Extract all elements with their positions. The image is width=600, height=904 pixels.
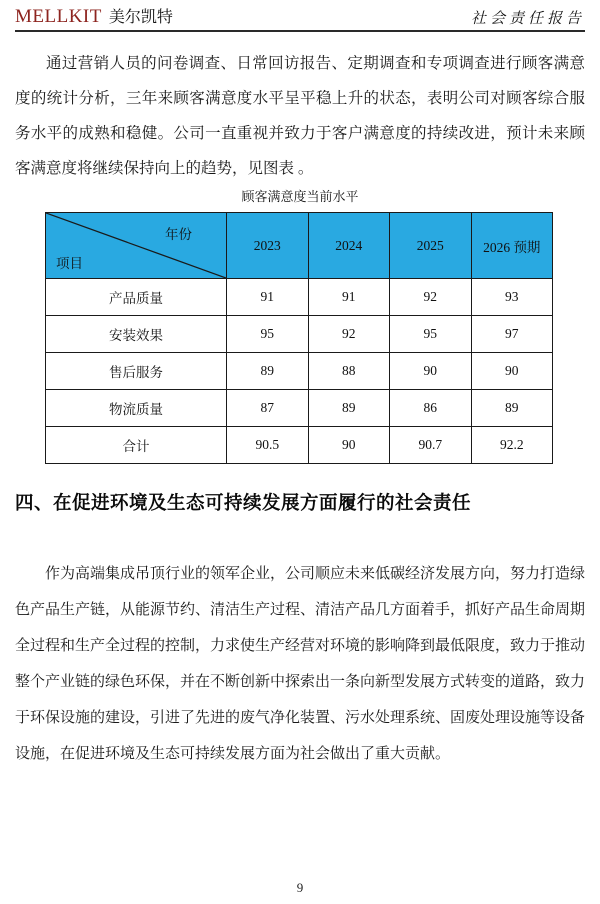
- table-row: [46, 316, 553, 353]
- paragraph-environment: 作为高端集成吊顶行业的领军企业，公司顺应未来低碳经济发展方向，努力打造绿色产品生产链，从能源节约、清洁生产过程、清洁产品几方面着手，抓好产品生命周期全过程和生产全过程的控制，力求使生产经营对环境的影响降到最低限度，致力于推动整个产业链的绿色环保，并在不断创新中探索出一条向新型发展方式转变的道路，致力于环保设施的建设，引进了先进的废气净化装置、污水处理系统、固废处理设施等设备设施，在促进环境及生态可持续发展方面为社会做出了重大贡献。: [15, 565, 586, 762]
- table-cell: 90.5: [227, 427, 309, 464]
- document-title: 社会责任报告: [470, 11, 585, 27]
- row-label: 安装效果: [46, 316, 227, 353]
- table-cell: 91: [308, 279, 390, 316]
- corner-label-year: 年份: [165, 227, 192, 242]
- table-row: [46, 279, 553, 316]
- paragraph-customer-satisfaction: 通过营销人员的问卷调查、日常回访报告、定期调查和专项调查进行顾客满意度的统计分析，三年来顾客满意度水平呈平稳上升的状态，表明公司对顾客综合服务水平的成熟和稳健。公司一直重视并致力于客户满意度的持续改进，预计未来顾客满意度将继续保持向上的趋势，见图表 。: [15, 55, 585, 177]
- page-header: [15, 6, 585, 32]
- table-cell: 92: [390, 279, 472, 316]
- brand-logo-text: MELLKIT: [15, 6, 102, 27]
- table-cell: 89: [227, 353, 309, 390]
- row-label: 产品质量: [46, 279, 227, 316]
- column-header: 2025: [390, 213, 472, 279]
- satisfaction-table: [45, 212, 553, 464]
- table-cell: 97: [471, 316, 553, 353]
- table-cell: 89: [308, 390, 390, 427]
- table-cell: 92.2: [471, 427, 553, 464]
- table-corner-cell: [46, 213, 227, 279]
- table-cell: 95: [227, 316, 309, 353]
- brand-name-cn: 美尔凯特: [108, 9, 173, 26]
- table-row: [46, 390, 553, 427]
- column-header: 2024: [308, 213, 390, 279]
- table-cell: 95: [390, 316, 472, 353]
- table-cell: 93: [471, 279, 553, 316]
- table-cell: 89: [471, 390, 553, 427]
- table-cell: 90: [390, 353, 472, 390]
- table-cell: 92: [308, 316, 390, 353]
- table-cell: 87: [227, 390, 309, 427]
- table-cell: 86: [390, 390, 472, 427]
- row-label: 售后服务: [46, 353, 227, 390]
- table-cell: 90: [471, 353, 553, 390]
- table-row-total: [46, 427, 553, 464]
- section-heading: 四、在促进环境及生态可持续发展方面履行的社会责任: [15, 492, 472, 513]
- row-label: 合计: [46, 427, 227, 464]
- table-cell: 88: [308, 353, 390, 390]
- table-title: 顾客满意度当前水平: [241, 189, 359, 204]
- table-header-row: [46, 213, 553, 279]
- page-number: 9: [296, 880, 304, 895]
- table-cell: 91: [227, 279, 309, 316]
- table-cell: 90: [308, 427, 390, 464]
- column-header: 2023: [227, 213, 309, 279]
- column-header: 2026 预期: [471, 213, 553, 279]
- table-cell: 90.7: [390, 427, 472, 464]
- table-row: [46, 353, 553, 390]
- brand: [15, 4, 173, 28]
- row-label: 物流质量: [46, 390, 227, 427]
- corner-label-item: 项目: [56, 256, 83, 271]
